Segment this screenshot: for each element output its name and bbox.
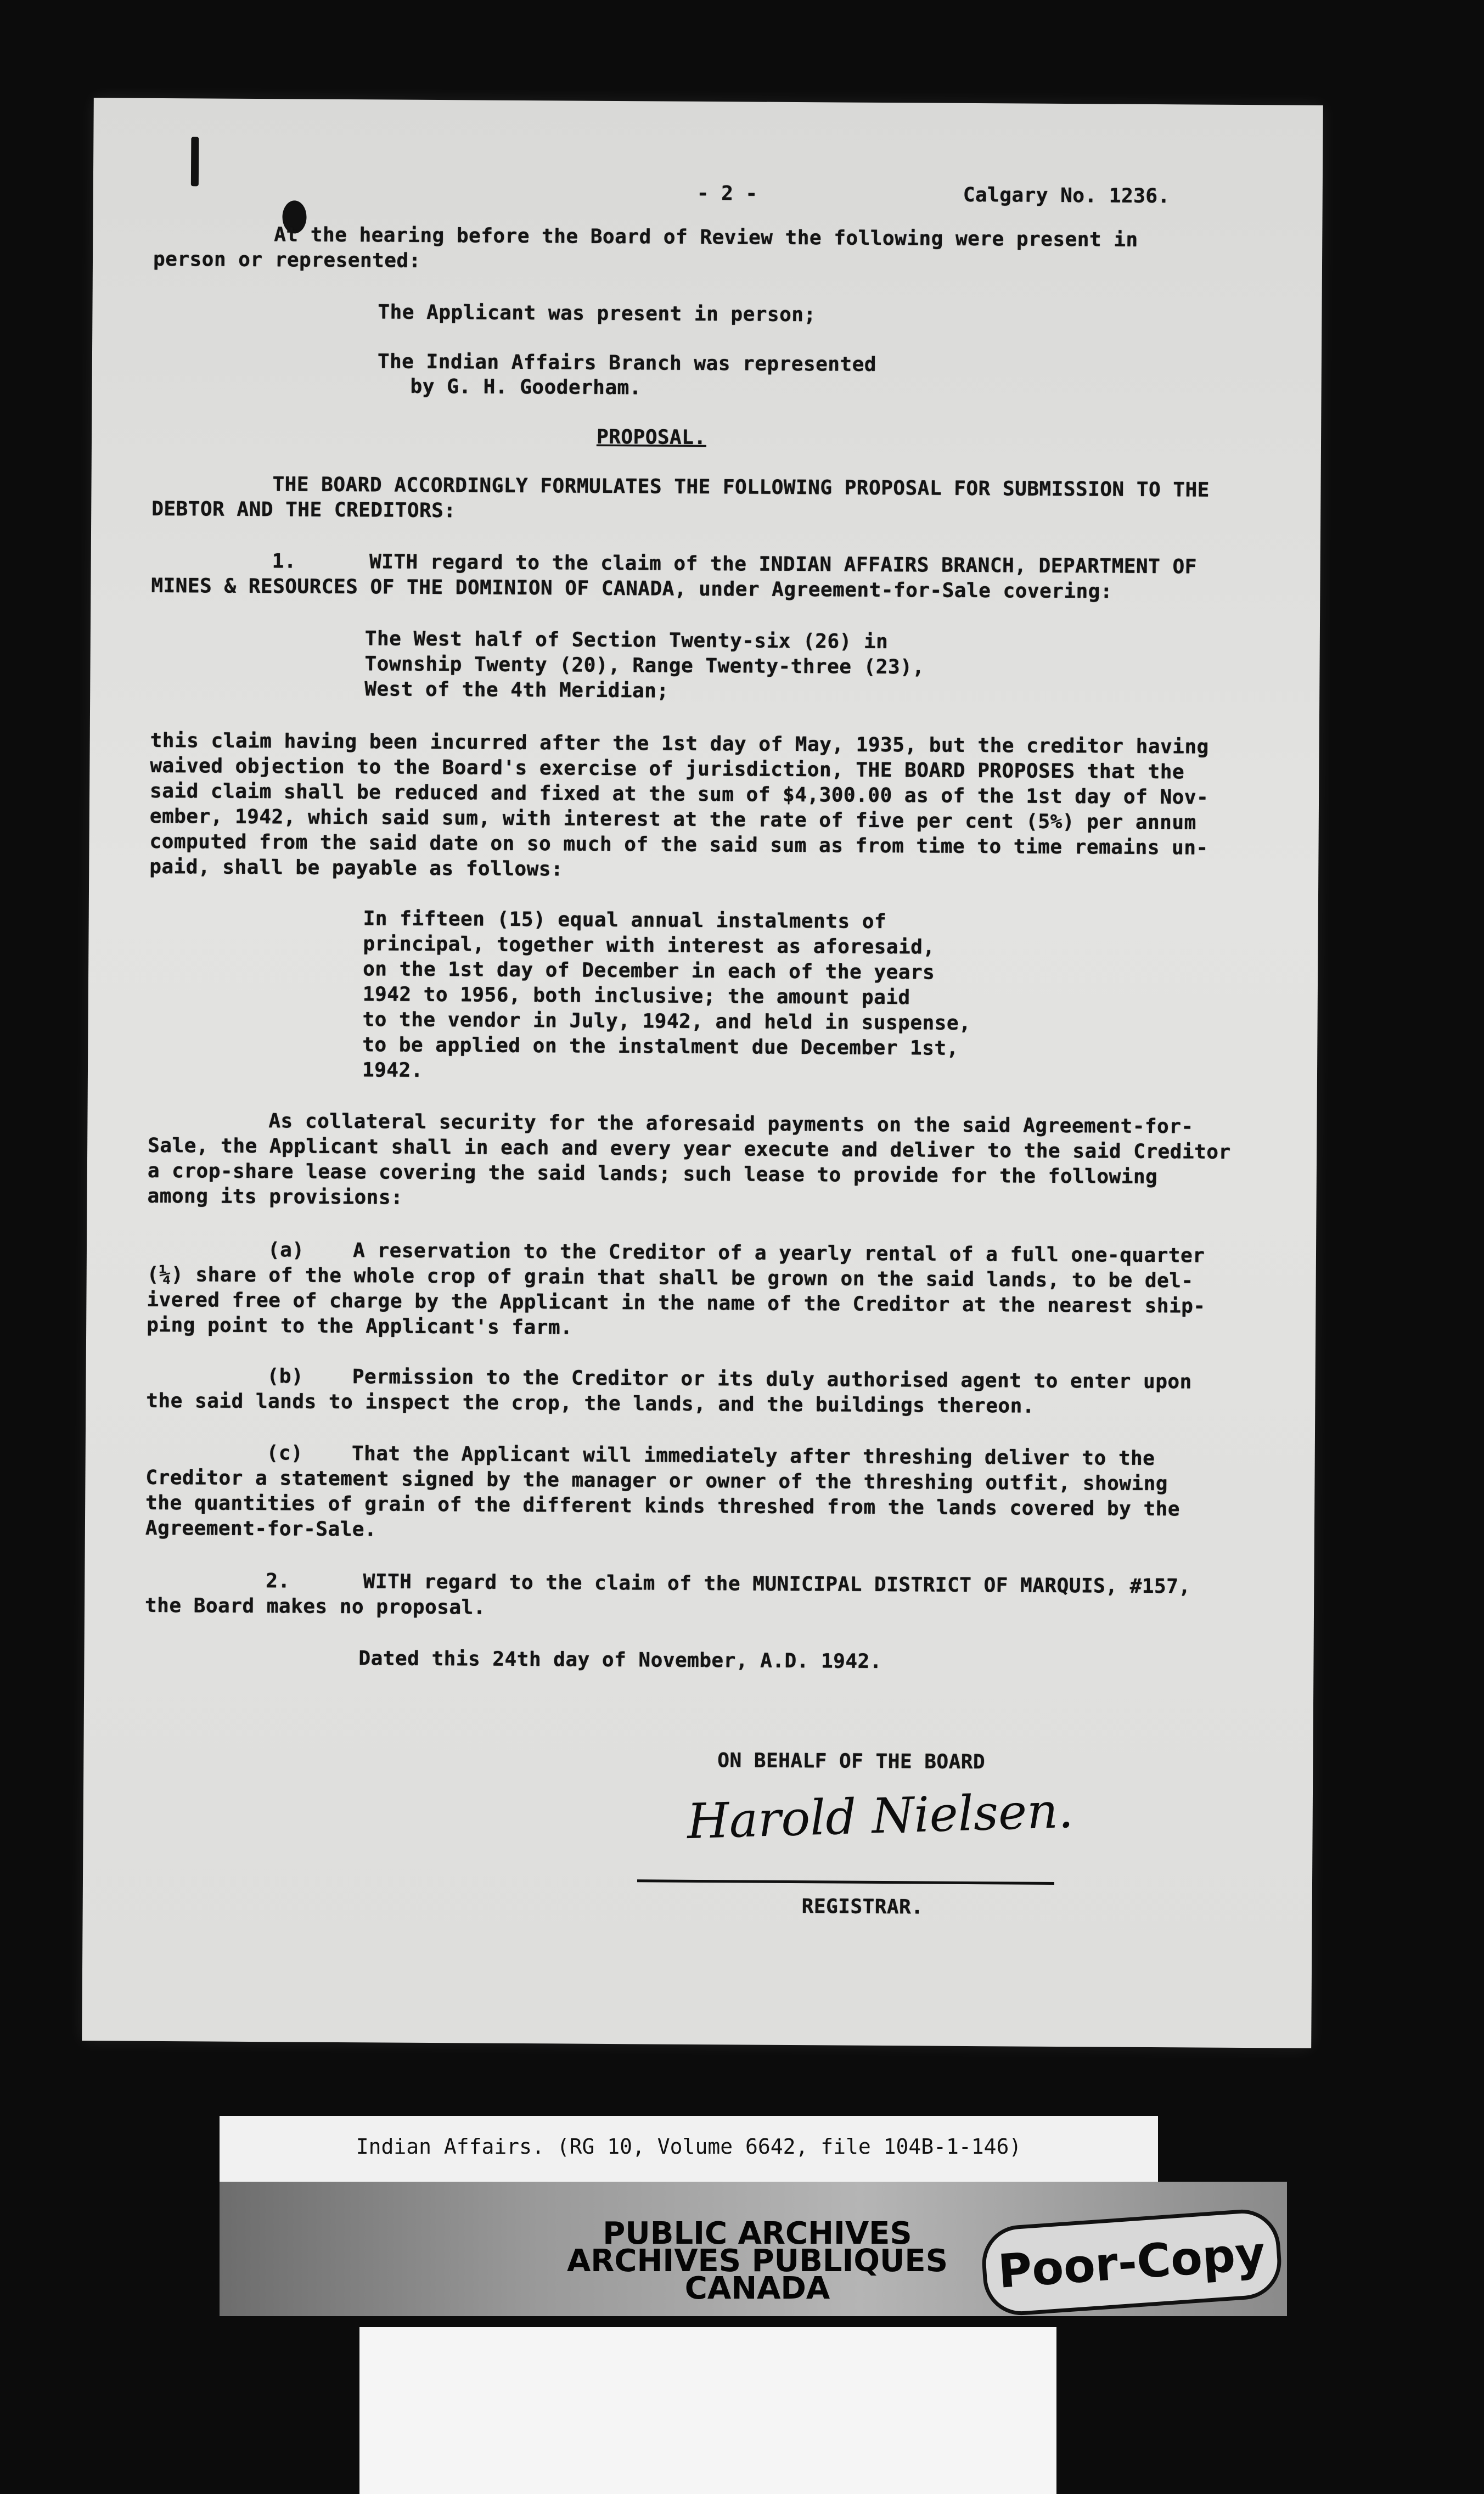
collateral-line: Sale, the Applicant shall in each and every year execute and deliver to the said Creditor <box>148 1134 1231 1164</box>
formulates-line: DEBTOR AND THE CREDITORS: <box>151 497 456 523</box>
provision-c-line: Creditor a statement signed by the manager or owner of the threshing outfit, showing <box>145 1466 1168 1496</box>
collateral-line: As collateral security for the aforesaid payments on the said Agreement-for- <box>268 1110 1194 1138</box>
body-line: said claim shall be reduced and fixed at the sum of $4,300.00 as of the 1st day of Nov- <box>149 779 1209 809</box>
body-line: ember, 1942, which said sum, with interest at the rate of five per cent (5%) per annum <box>149 805 1196 834</box>
instalment-line: 1942 to 1956, both inclusive; the amount paid <box>362 983 910 1009</box>
instalment-line: 1942. <box>362 1059 424 1082</box>
instalment-line: to the vendor in July, 1942, and held in suspense, <box>362 1008 971 1035</box>
instalment-line: on the 1st day of December in each of the years <box>363 958 935 984</box>
intro-line: person or represented: <box>153 248 421 272</box>
instalment-line: In fifteen (15) equal annual instalments of <box>363 907 887 934</box>
provision-a-line: (a) A reservation to the Creditor of a yearly rental of a full one-quarter <box>267 1239 1205 1267</box>
stamp-line: PUBLIC ARCHIVES <box>603 2216 912 2251</box>
instalment-line: principal, together with interest as aforesaid, <box>363 933 935 959</box>
body-line: waived objection to the Board's exercise of jurisdiction, THE BOARD PROPOSES that the <box>150 754 1185 784</box>
on-behalf-of-board: ON BEHALF OF THE BOARD <box>717 1749 986 1774</box>
land-description-line: West of the 4th Meridian; <box>364 678 669 703</box>
archive-citation: Indian Affairs. (RG 10, Volume 6642, file 104B-1-146) <box>356 2134 1022 2159</box>
document-page <box>82 98 1323 2048</box>
claim-paragraph-line: 1. WITH regard to the claim of the INDIAN AFFAIRS BRANCH, DEPARTMENT OF <box>272 550 1197 578</box>
stamp-line: ARCHIVES PUBLIQUES <box>566 2243 948 2279</box>
signature-line <box>637 1879 1054 1885</box>
provision-c-line: the quantities of grain of the different kinds threshed from the lands covered by the <box>145 1491 1181 1521</box>
registrar-label: REGISTRAR. <box>801 1895 924 1919</box>
poor-copy-stamp: Poor-Copy <box>980 2207 1284 2318</box>
body-line: computed from the said date on so much of the said sum as from time to time remains un- <box>149 830 1208 860</box>
formulates-line: THE BOARD ACCORDINGLY FORMULATES THE FOLLOWING PROPOSAL FOR SUBMISSION TO THE <box>272 473 1210 502</box>
signature: Harold Nielsen. <box>686 1782 1075 1850</box>
present-line: The Indian Affairs Branch was represented <box>377 350 877 376</box>
claim-paragraph-line: MINES & RESOURCES OF THE DOMINION OF CANADA, under Agreement-for-Sale covering: <box>151 574 1113 603</box>
provision-b-line: the said lands to inspect the crop, the lands, and the buildings thereon. <box>146 1389 1035 1418</box>
provision-a-line: (¼) share of the whole crop of grain that shall be grown on the said lands, to be del- <box>147 1263 1194 1293</box>
file-reference: Calgary No. 1236. <box>963 183 1170 208</box>
provision-c-line: (c) That the Applicant will immediately after threshing deliver to the <box>266 1442 1155 1470</box>
present-line: by G. H. Gooderham. <box>410 375 642 400</box>
instalment-line: to be applied on the instalment due December 1st, <box>362 1033 959 1060</box>
provision-a-line: ivered free of charge by the Applicant in the name of the Creditor at the nearest ship- <box>147 1288 1206 1318</box>
page-marker: - 2 - <box>696 182 758 205</box>
land-description-line: The West half of Section Twenty-six (26) in <box>364 627 889 654</box>
intro-line: At the hearing before the Board of Review the following were present in <box>274 223 1138 251</box>
ink-mark <box>191 137 199 186</box>
provision-c-line: Agreement-for-Sale. <box>145 1516 377 1541</box>
claim-two-line: the Board makes no proposal. <box>144 1594 486 1619</box>
archive-citation-label <box>220 2116 1158 2182</box>
blank-label-area <box>359 2327 1056 2494</box>
stamp-line: CANADA <box>684 2271 830 2306</box>
collateral-line: a crop-share lease covering the said lands; such lease to provide for the following <box>147 1159 1158 1189</box>
collateral-line: among its provisions: <box>147 1184 403 1209</box>
section-heading: PROPOSAL. <box>596 425 706 450</box>
claim-two-line: 2. WITH regard to the claim of the MUNICIPAL DISTRICT OF MARQUIS, #157, <box>266 1570 1191 1598</box>
body-line: this claim having been incurred after the 1st day of May, 1935, but the creditor having <box>150 729 1209 759</box>
dated-line: Dated this 24th day of November, A.D. 1942. <box>358 1647 882 1673</box>
present-line: The Applicant was present in person; <box>378 301 816 327</box>
provision-a-line: ping point to the Applicant's farm. <box>147 1313 573 1339</box>
land-description-line: Township Twenty (20), Range Twenty-three (23), <box>364 653 925 679</box>
archives-stamp <box>560 2216 955 2306</box>
provision-b-line: (b) Permission to the Creditor or its duly authorised agent to enter upon <box>267 1365 1192 1394</box>
body-line: paid, shall be payable as follows: <box>149 855 564 881</box>
